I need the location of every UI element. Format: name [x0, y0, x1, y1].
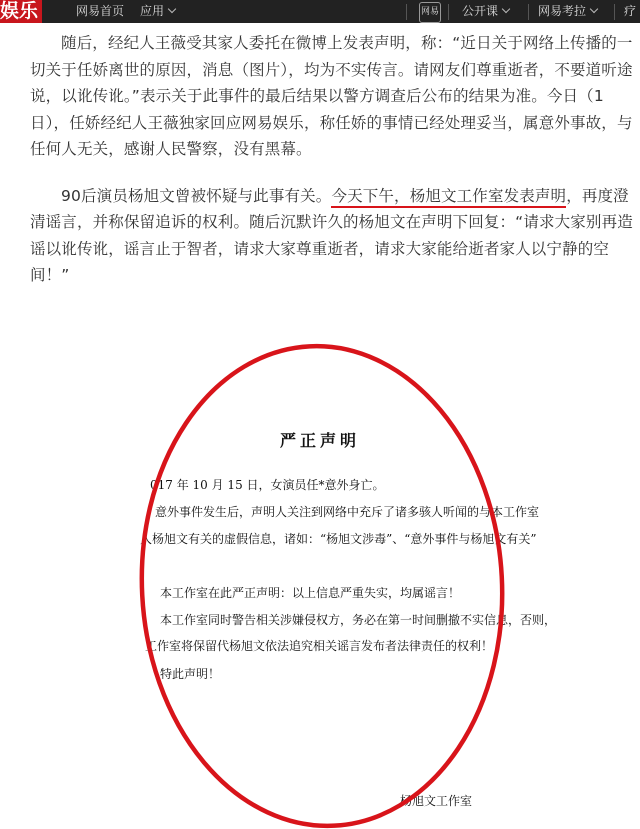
paragraph-text: ，再度澄清谣言，并称保留追诉的权利。随后沉默许久的杨旭文在声明下回复：“请求大家别再造谣以讹传讹，谣言止于智者，请求大家尊重逝者，请求大家能给逝者家人以宁静的空间！”: [30, 186, 633, 284]
statement-line: 特此声明！: [160, 667, 221, 681]
article-body: [30, 30, 635, 289]
top-nav-bar: [0, 0, 640, 23]
nav-home-link[interactable]: 网易首页: [76, 4, 125, 18]
nav-kaola-menu[interactable]: [538, 0, 597, 23]
statement-line: 意外事件发生后，声明人关注到网络中充斥了诸多骇人听闻的与本工作室: [155, 505, 540, 519]
site-logo[interactable]: 娱乐: [0, 0, 42, 23]
statement-signature: 杨旭文工作室: [400, 794, 473, 808]
nav-app-label: 应用: [140, 4, 165, 18]
article-paragraph: [30, 183, 635, 289]
nav-kaola-label: 网易考拉: [538, 4, 587, 18]
statement-image: [0, 330, 640, 829]
nav-divider: [448, 4, 449, 20]
red-circle-annotation: [0, 330, 640, 829]
statement-line: 。: [140, 558, 153, 572]
chevron-down-icon: [168, 5, 176, 13]
mail-icon[interactable]: 网易: [419, 2, 441, 23]
statement-line: 工作室将保留代杨旭文依法追究相关谣言发布者法律责任的权利！: [145, 639, 494, 653]
paragraph-text: 90后演员杨旭文曾被怀疑与此事有关。: [61, 186, 332, 205]
nav-open-course-label: 公开课: [462, 4, 499, 18]
article-paragraph: 随后，经纪人王薇受其家人委托在微博上发表声明，称：“近日关于网络上传播的一切关于任娇离世的原因，消息（图片），均为不实传言。请网友们尊重逝者，不要道听途说，以讹传讹。”表示关于此事件的最后结果以警方调查后公布的结果为准。今日（1日），任娇经纪人王薇独家回应网易娱乐，称任娇的事情已经处理妥当，属意外事故，与任何人无关，感谢人民警察，没有黑幕。: [30, 34, 633, 158]
nav-more-link[interactable]: 疗: [624, 4, 637, 18]
nav-app-menu[interactable]: [140, 0, 175, 23]
nav-divider: [614, 4, 615, 20]
statement-line: 人杨旭文有关的虚假信息，诸如：“杨旭文涉毒”、“意外事件与杨旭文有关”: [140, 532, 537, 546]
statement-line: 017 年 10 月 15 日，女演员任*意外身亡。: [150, 478, 385, 492]
chevron-down-icon: [502, 5, 510, 13]
statement-title: 严正声明: [279, 431, 360, 450]
chevron-down-icon: [590, 5, 598, 13]
nav-open-course-menu[interactable]: [462, 0, 509, 23]
nav-divider: [528, 4, 529, 20]
statement-line: 本工作室同时警告相关涉嫌侵权方，务必在第一时间删撤不实信息，否则，: [160, 613, 557, 627]
nav-divider: [406, 4, 407, 20]
highlighted-text: 今天下午，杨旭文工作室发表声明: [331, 187, 566, 208]
statement-line: 本工作室在此严正声明：以上信息严重失实，均属谣言！: [160, 586, 461, 600]
